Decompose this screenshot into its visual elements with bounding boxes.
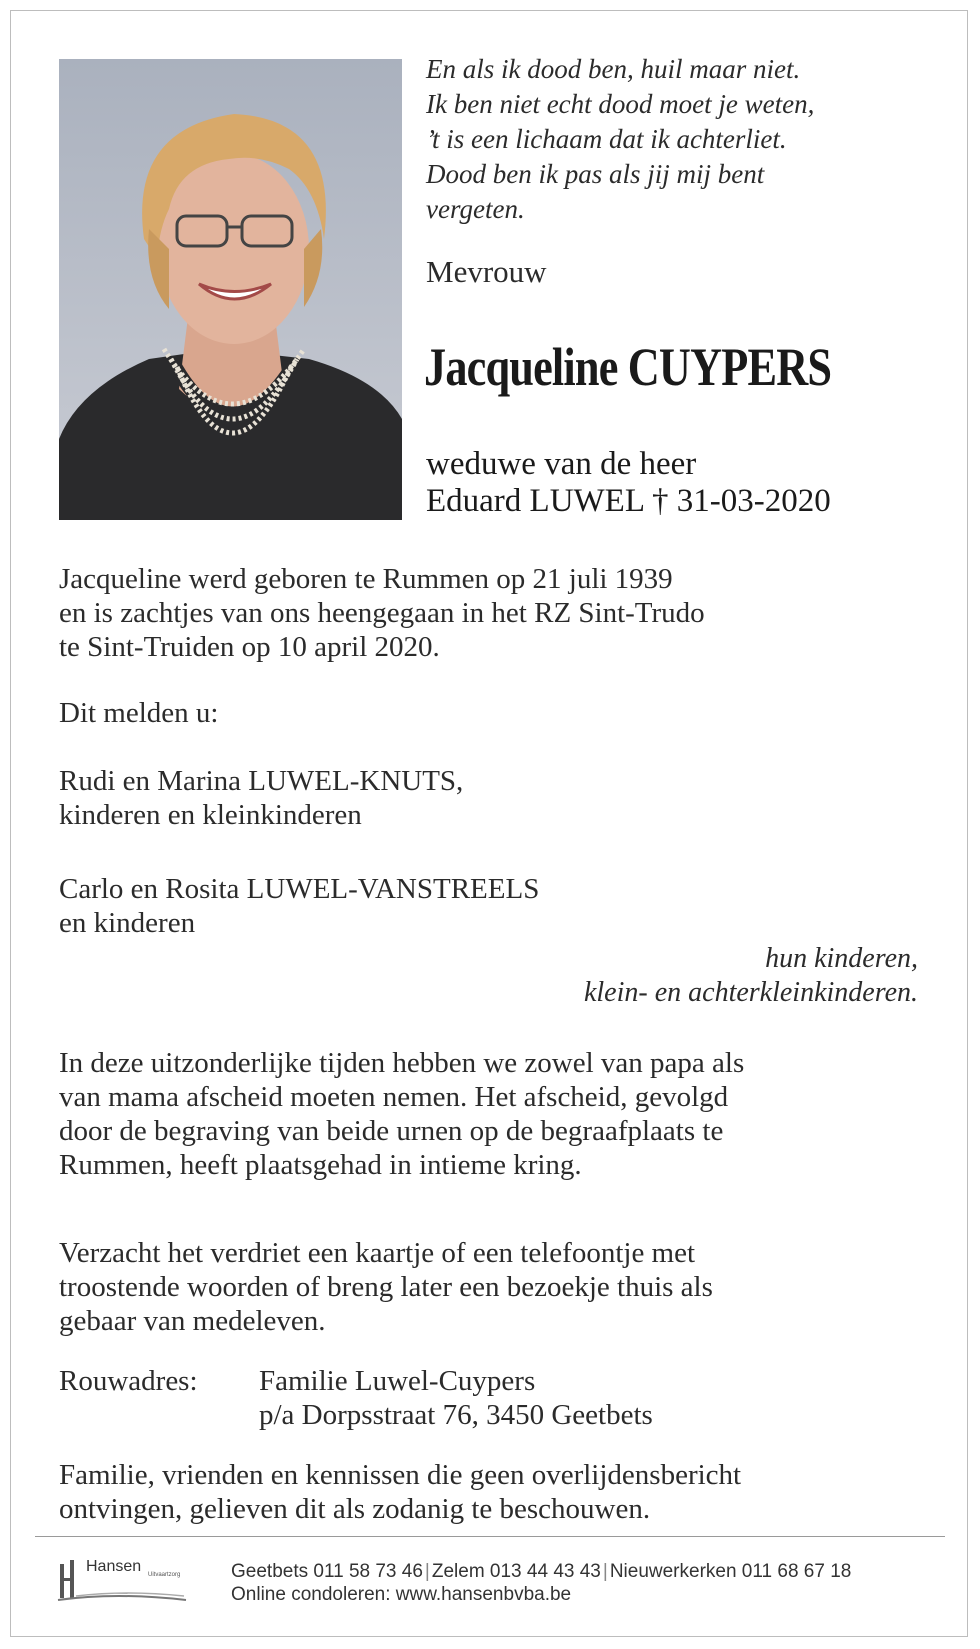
text-line: Familie, vrienden en kennissen die geen overlijdensbericht [59, 1459, 742, 1491]
phone-geetbets[interactable]: Geetbets 011 58 73 46 [231, 1561, 423, 1582]
portrait-photo [59, 59, 402, 520]
grandchildren-line: hun kinderen, [765, 943, 918, 974]
footer-divider [35, 1536, 945, 1537]
phone-nieuwerkerken[interactable]: Nieuwerkerken 011 68 67 18 [609, 1561, 852, 1582]
text-line: Verzacht het verdriet een kaartje of een telefoontje met [59, 1237, 696, 1269]
poem-line: vergeten. [426, 194, 525, 224]
deceased-name: Jacqueline CUYPERS [424, 337, 832, 397]
address-line-1: Familie Luwel-Cuypers [259, 1365, 536, 1397]
poem-line: ’t is een lichaam dat ik achterliet. [426, 124, 787, 154]
footer-contact [231, 1560, 851, 1606]
birth-text [59, 562, 939, 664]
closing-text [59, 1458, 939, 1526]
funeral-home-logo [56, 1556, 206, 1604]
text-line: troostende woorden of breng later een bezoekje thuis als [59, 1271, 713, 1303]
address-label: Rouwadres: [59, 1365, 198, 1397]
grandchildren-line: klein- en achterkleinkinderen. [583, 977, 918, 1008]
text-line: en is zachtjes van ons heengegaan in het RZ Sint-Trudo [59, 597, 705, 629]
text-line: In deze uitzonderlijke tijden hebben we zowel van papa als [59, 1047, 745, 1079]
grandchildren [318, 942, 918, 1010]
widow-of [426, 446, 831, 520]
announce-text [59, 696, 939, 730]
text-line: door de begraving van beide urnen op de begraafplaats te [59, 1115, 724, 1147]
text-line: van mama afscheid moeten nemen. Het afscheid, gevolgd [59, 1081, 729, 1113]
family-group-2 [59, 872, 939, 940]
honorific: Mevrouw [426, 254, 547, 289]
family-line: en kinderen [59, 907, 196, 939]
family-line: Rudi en Marina LUWEL-KNUTS, [59, 765, 464, 797]
text-line: ontvingen, gelieven dit als zodanig te beschouwen. [59, 1493, 651, 1525]
poem [426, 52, 946, 227]
paragraph-farewell [59, 1046, 939, 1182]
poem-line: En als ik dood ben, huil maar niet. [426, 54, 801, 84]
widow-line-1: weduwe van de heer [426, 446, 697, 482]
widow-line-2: Eduard LUWEL † 31-03-2020 [426, 483, 831, 519]
phone-line [231, 1560, 851, 1583]
text-line: Jacqueline werd geboren te Rummen op 21 juli 1939 [59, 563, 673, 595]
online-condolence-link[interactable]: Online condoleren: www.hansenbvba.be [231, 1584, 572, 1605]
phone-zelem[interactable]: Zelem 013 44 43 43 [431, 1561, 601, 1582]
text-line: te Sint-Truiden op 10 april 2020. [59, 631, 440, 663]
separator: | [424, 1561, 430, 1582]
family-line: Carlo en Rosita LUWEL-VANSTREELS [59, 873, 540, 905]
text-line: Dit melden u: [59, 697, 219, 729]
family-line: kinderen en kleinkinderen [59, 799, 362, 831]
paragraph-condolence [59, 1236, 939, 1338]
address-lines [259, 1364, 653, 1432]
text-line: Rummen, heeft plaatsgehad in intieme kring. [59, 1149, 582, 1181]
logo-subtitle: Uitvaartzorg [148, 1572, 181, 1578]
poem-line: Dood ben ik pas als jij mij bent [426, 159, 765, 189]
address-line-2: p/a Dorpsstraat 76, 3450 Geetbets [259, 1399, 653, 1431]
family-group-1 [59, 764, 939, 832]
separator: | [602, 1561, 608, 1582]
logo-name: Hansen [86, 1558, 142, 1575]
poem-line: Ik ben niet echt dood moet je weten, [426, 89, 815, 119]
text-line: gebaar van medeleven. [59, 1305, 326, 1337]
